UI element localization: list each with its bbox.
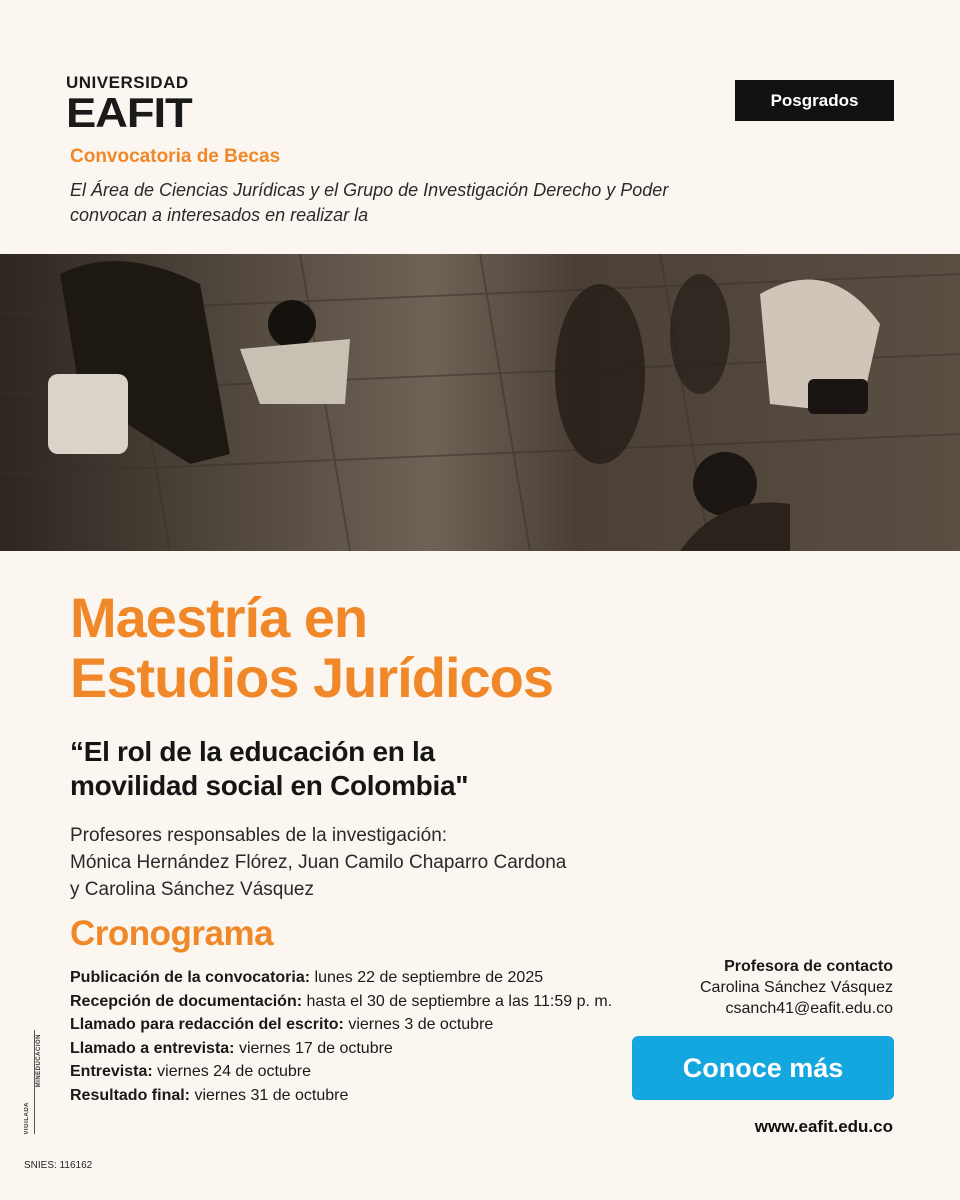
eafit-logo (66, 73, 208, 136)
schedule-item-value: viernes 3 de octubre (343, 1016, 494, 1033)
schedule-item-value: viernes 31 de octubre (190, 1086, 349, 1104)
schedule-item-value: viernes 17 de octubre (234, 1039, 393, 1057)
schedule-item (70, 1060, 612, 1084)
schedule-item-label: Recepción de documentación: (70, 992, 303, 1010)
schedule-item-value: hasta el 30 de septiembre a las 11:59 p. m. (302, 992, 613, 1010)
convocatoria-kicker: Convocatoria de Becas (70, 146, 281, 167)
contact-email[interactable]: csanch41@eafit.edu.co (725, 1000, 893, 1017)
schedule-item-value: lunes 22 de septiembre de 2025 (310, 969, 544, 986)
schedule-heading: Cronograma (70, 914, 274, 953)
vigilada-label: VIGILADA (24, 1102, 30, 1135)
logo-line-2: EAFIT (66, 89, 192, 136)
schedule-item-label: Entrevista: (70, 1063, 153, 1080)
logo-line-1: UNIVERSIDAD (66, 73, 189, 92)
program-title-line-2: Estudios Jurídicos (70, 646, 553, 709)
mineducacion-label: MINEDUCACIÓN (36, 1034, 42, 1088)
website-link[interactable]: www.eafit.edu.co (754, 1117, 893, 1136)
responsables-line-3: y Carolina Sánchez Vásquez (70, 879, 314, 900)
schedule-item (70, 1013, 612, 1037)
program-title (70, 588, 553, 708)
schedule-item (70, 990, 612, 1014)
hero-photo (0, 254, 960, 551)
research-title-line-1: “El rol de la educación en la (70, 736, 435, 767)
program-title-line-1: Maestría en (70, 586, 368, 649)
research-title (70, 735, 468, 803)
contact-block (700, 956, 893, 1019)
schedule-item-value: viernes 24 de octubre (152, 1063, 312, 1080)
schedule-item (70, 966, 612, 990)
schedule-item-label: Llamado a entrevista: (70, 1039, 235, 1057)
seal-divider (34, 1030, 35, 1134)
posgrados-badge: Posgrados (735, 80, 894, 121)
schedule-item (70, 1084, 612, 1108)
conoce-mas-button[interactable]: Conoce más (632, 1036, 894, 1100)
research-title-line-2: movilidad social en Colombia" (70, 770, 469, 801)
contact-name: Carolina Sánchez Vásquez (699, 979, 893, 996)
pedestrians-photo-illustration (0, 254, 960, 551)
schedule-list (70, 966, 612, 1107)
responsables-line-2: Mónica Hernández Flórez, Juan Camilo Chaparro Cardona (70, 852, 567, 873)
schedule-item-label: Llamado para redacción del escrito: (70, 1016, 344, 1033)
responsables-line-1: Profesores responsables de la investigación: (70, 825, 448, 846)
intro-text: El Área de Ciencias Jurídicas y el Grupo de Investigación Derecho y Poder convocan a interesados en realizar la (70, 180, 669, 225)
vigilada-mineducacion-seal (24, 1030, 40, 1134)
schedule-item (70, 1037, 612, 1061)
snies-code: SNIES: 116162 (24, 1160, 93, 1171)
schedule-item-label: Resultado final: (70, 1086, 191, 1104)
responsible-professors (70, 822, 566, 903)
schedule-item-label: Publicación de la convocatoria: (70, 969, 311, 986)
contact-heading: Profesora de contacto (724, 958, 893, 975)
